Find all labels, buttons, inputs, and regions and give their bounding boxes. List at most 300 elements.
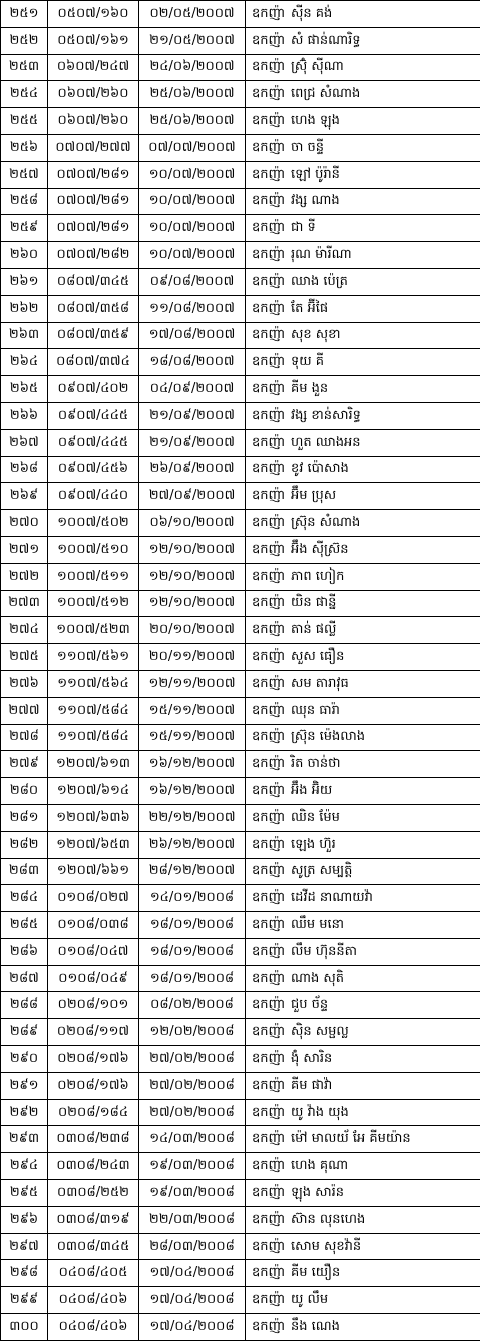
date-cell: ១២/១០/២០០៧ [139,590,246,617]
honorific-title: ឧកញ៉ា [252,1185,285,1200]
reference-number-cell: ០៦០៧/២៦០ [48,108,139,135]
name-cell [246,215,480,242]
reference-number-cell: ០៣០៨/២៤៣ [48,1153,139,1180]
row-number-cell: ២៩១ [1,1072,48,1099]
row-number-cell: ២៩៩ [1,1287,48,1314]
date-cell: ២៦/១២/២០០៧ [139,831,246,858]
reference-number-cell: ០៣០៨/២៥២ [48,1180,139,1207]
table-row [1,670,480,697]
name-cell [246,81,480,108]
person-name: សំ ផាន់ណារិទ្ធ [291,33,361,48]
person-name: យិន ផាន្នី [291,595,336,610]
reference-number-cell: ០២០៨/១៨៤ [48,1099,139,1126]
reference-number-cell: ១១០៧/៥៨៤ [48,697,139,724]
name-cell [246,295,480,322]
table-row [1,858,480,885]
person-name: ស៊ីន គង់ [291,6,332,21]
reference-number-cell: ០២០៨/១៧៦ [48,1072,139,1099]
person-name: ណាង សុតិ [291,971,344,986]
date-cell: ១២/១១/២០០៧ [139,670,246,697]
name-cell [246,697,480,724]
name-cell [246,1180,480,1207]
reference-number-cell: ០៨០៧/៣៥៨ [48,295,139,322]
date-cell: ២១/០៥/២០០៧ [139,27,246,54]
reference-number-cell: ០៧០៧/២៨១ [48,188,139,215]
person-name: ភាព ហៀក [291,569,344,584]
person-name: ស្រ៊ុំ ស៊ីណា [291,59,344,74]
name-cell [246,1126,480,1153]
name-cell [246,1072,480,1099]
honorific-title: ឧកញ៉ា [252,354,285,369]
reference-number-cell: ០៩០៧/៤៤៥ [48,429,139,456]
name-cell [246,376,480,403]
honorific-title: ឧកញ៉ា [252,6,285,21]
honorific-title: ឧកញ៉ា [252,649,285,664]
honorific-title: ឧកញ៉ា [252,461,285,476]
honorific-title: ឧកញ៉ា [252,890,285,905]
name-cell [246,188,480,215]
honorific-title: ឧកញ៉ា [252,1024,285,1039]
table-row [1,81,480,108]
person-name: នឹង ណេង [291,1319,340,1334]
table-row [1,1233,480,1260]
table-row [1,349,480,376]
row-number-cell: ២៧៦ [1,670,48,697]
row-number-cell: ២៩២ [1,1099,48,1126]
row-number-cell: ២៦៦ [1,402,48,429]
person-name: ម៉ៅ មាលយ័ អែ គីមយ៉ាន [291,1131,411,1146]
row-number-cell: ២៩៦ [1,1206,48,1233]
person-name: សោម សុខវ៉ានី [291,1239,361,1254]
table-row [1,1314,480,1341]
row-number-cell: ២៧៧ [1,697,48,724]
date-cell: ១៨/០៨/២០០៧ [139,349,246,376]
table-row [1,1,480,28]
row-number-cell: ២៥៨ [1,188,48,215]
person-name: ស៊ាន លុនហេង [291,1212,365,1227]
table-row [1,1206,480,1233]
table-row [1,268,480,295]
date-cell: ២៦/០៩/២០០៧ [139,456,246,483]
name-cell [246,885,480,912]
table-row [1,54,480,81]
row-number-cell: ២៦៣ [1,322,48,349]
honorific-title: ឧកញ៉ា [252,435,285,450]
person-name: រិត ចាន់ថា [291,756,341,771]
reference-number-cell: ០៧០៧/២៨១ [48,215,139,242]
registry-table-body [1,1,480,1341]
date-cell: ១០/០៧/២០០៧ [139,188,246,215]
name-cell [246,536,480,563]
row-number-cell: ២៥២ [1,27,48,54]
row-number-cell: ២៦៩ [1,483,48,510]
reference-number-cell: ០៨០៧/៣៤៥ [48,268,139,295]
table-row [1,483,480,510]
reference-number-cell: ០១០៨/០២៧ [48,885,139,912]
reference-number-cell: ១២០៧/៦៥៣ [48,831,139,858]
name-cell [246,563,480,590]
date-cell: ២៨/០៣/២០០៨ [139,1233,246,1260]
row-number-cell: ២៧៩ [1,751,48,778]
table-row [1,831,480,858]
table-row [1,429,480,456]
table-row [1,456,480,483]
person-name: ស៊ិន សម្ផល្ល [291,1024,349,1039]
row-number-cell: ២៦៨ [1,456,48,483]
date-cell: ០២/០៥/២០០៧ [139,1,246,28]
date-cell: ២១/០៩/២០០៧ [139,429,246,456]
name-cell [246,1046,480,1073]
name-cell [246,965,480,992]
person-name: ឈិន ម៉ែម [291,810,340,825]
reference-number-cell: ១២០៧/៦៣៦ [48,804,139,831]
person-name: វង្ស ណាង [291,193,340,208]
name-cell [246,644,480,671]
person-name: យូ វ៉ាង យុង [291,1105,349,1120]
person-name: តាន់ ផល្លី [291,622,336,637]
row-number-cell: ២៥១ [1,1,48,28]
name-cell [246,322,480,349]
name-cell [246,912,480,939]
reference-number-cell: ០៥០៧/១៦០ [48,1,139,28]
reference-number-cell: ០១០៨/០៤៩ [48,965,139,992]
date-cell: ២៥/០៦/២០០៧ [139,108,246,135]
row-number-cell: ២៦០ [1,242,48,269]
reference-number-cell: ០២០៨/១៧៦ [48,1046,139,1073]
row-number-cell: ២៨១ [1,804,48,831]
row-number-cell: ២៨៤ [1,885,48,912]
name-cell [246,858,480,885]
date-cell: ២៨/១២/២០០៧ [139,858,246,885]
name-cell [246,670,480,697]
row-number-cell: ២៧២ [1,563,48,590]
date-cell: ២៧/០២/២០០៨ [139,1099,246,1126]
date-cell: ០៨/០២/២០០៨ [139,992,246,1019]
reference-number-cell: ១០០៧/៥២៣ [48,617,139,644]
row-number-cell: ២៧១ [1,536,48,563]
person-name: ឈឹម មនោ [291,917,344,932]
table-row [1,644,480,671]
date-cell: ២៤/០៦/២០០៧ [139,54,246,81]
table-row [1,188,480,215]
row-number-cell: ២៨៣ [1,858,48,885]
table-row [1,161,480,188]
table-row [1,724,480,751]
date-cell: ១២/០២/២០០៨ [139,1019,246,1046]
table-row [1,1099,480,1126]
row-number-cell: ២៥៧ [1,161,48,188]
honorific-title: ឧកញ៉ា [252,381,285,396]
reference-number-cell: ០៤០៨/៤០៥ [48,1260,139,1287]
name-cell [246,1,480,28]
honorific-title: ឧកញ៉ា [252,1105,285,1120]
reference-number-cell: ០៦០៧/២៤៧ [48,54,139,81]
person-name: ហួត ឈាងអន [291,435,361,450]
reference-number-cell: ១១០៧/៥៦១ [48,644,139,671]
honorific-title: ឧកញ៉ា [252,595,285,610]
name-cell [246,617,480,644]
honorific-title: ឧកញ៉ា [252,193,285,208]
table-row [1,510,480,537]
table-row [1,1126,480,1153]
date-cell: ១៩/០៣/២០០៨ [139,1153,246,1180]
table-row [1,1072,480,1099]
date-cell: ១៥/១១/២០០៧ [139,724,246,751]
honorific-title: ឧកញ៉ា [252,113,285,128]
date-cell: ០៤/០៩/២០០៧ [139,376,246,403]
person-name: ឡេង ហ៊ួរ [291,837,336,852]
honorific-title: ឧកញ៉ា [252,167,285,182]
row-number-cell: ២៧០ [1,510,48,537]
row-number-cell: ២៨៦ [1,938,48,965]
date-cell: ១៩/០៣/២០០៨ [139,1180,246,1207]
row-number-cell: ២៥៣ [1,54,48,81]
date-cell: ១៥/១១/២០០៧ [139,697,246,724]
honorific-title: ឧកញ៉ា [252,542,285,557]
table-row [1,563,480,590]
honorific-title: ឧកញ៉ា [252,274,285,289]
date-cell: ១៨/០១/២០០៨ [139,965,246,992]
honorific-title: ឧកញ៉ា [252,140,285,155]
date-cell: ២០/១០/២០០៧ [139,617,246,644]
date-cell: ១២/១០/២០០៧ [139,563,246,590]
honorific-title: ឧកញ៉ា [252,729,285,744]
person-name: ហេង គុណា [291,1158,348,1173]
honorific-title: ឧកញ៉ា [252,1212,285,1227]
name-cell [246,938,480,965]
table-row [1,134,480,161]
row-number-cell: ២៩៨ [1,1260,48,1287]
table-row [1,1287,480,1314]
table-row [1,215,480,242]
table-row [1,242,480,269]
reference-number-cell: ០៦០៧/២៦០ [48,81,139,108]
date-cell: ២៥/០៦/២០០៧ [139,81,246,108]
reference-number-cell: ០៨០៧/៣៥៩ [48,322,139,349]
person-name: ហេង ឡុង [291,113,340,128]
person-name: ជួប ច័ន្ទ [291,997,328,1012]
reference-number-cell: ១២០៧/៦១៤ [48,778,139,805]
table-row [1,376,480,403]
name-cell [246,456,480,483]
name-cell [246,1153,480,1180]
table-row [1,1260,480,1287]
honorific-title: ឧកញ៉ា [252,86,285,101]
date-cell: ០៩/០៨/២០០៧ [139,268,246,295]
date-cell: ១៧/០៤/២០០៨ [139,1260,246,1287]
row-number-cell: ២៦៤ [1,349,48,376]
row-number-cell: ២៧៤ [1,617,48,644]
honorific-title: ឧកញ៉ា [252,515,285,530]
row-number-cell: ២៩៣ [1,1126,48,1153]
honorific-title: ឧកញ៉ា [252,703,285,718]
person-name: យូ លឹម [291,1292,328,1307]
person-name: អ៊ឹម ប្រុស [291,488,336,503]
reference-number-cell: ១១០៧/៥៦៤ [48,670,139,697]
person-name: ទុយ គី [291,354,324,369]
person-name: ស្រ៊ុន សំណាង [291,515,360,530]
table-row [1,751,480,778]
row-number-cell: ២៨៩ [1,1019,48,1046]
person-name: ខូវ ប៉ោសាង [291,461,349,476]
date-cell: ១០/០៧/២០០៧ [139,215,246,242]
honorific-title: ឧកញ៉ា [252,1265,285,1280]
name-cell [246,268,480,295]
row-number-cell: ២៥៤ [1,81,48,108]
row-number-cell: ២៧៣ [1,590,48,617]
honorific-title: ឧកញ៉ា [252,1292,285,1307]
honorific-title: ឧកញ៉ា [252,783,285,798]
table-row [1,295,480,322]
date-cell: ១៨/០១/២០០៨ [139,912,246,939]
date-cell: ១៦/១២/២០០៧ [139,751,246,778]
name-cell [246,831,480,858]
row-number-cell: ២៨៧ [1,965,48,992]
name-cell [246,134,480,161]
date-cell: ២៧/០២/២០០៨ [139,1046,246,1073]
honorific-title: ឧកញ៉ា [252,837,285,852]
table-row [1,1046,480,1073]
table-row [1,322,480,349]
reference-number-cell: ១១០៧/៥៨៤ [48,724,139,751]
person-name: ចា ចន្ទី [291,140,324,155]
date-cell: ១៨/០១/២០០៨ [139,938,246,965]
date-cell: ១៦/១២/២០០៧ [139,778,246,805]
table-row [1,778,480,805]
honorific-title: ឧកញ៉ា [252,1239,285,1254]
honorific-title: ឧកញ៉ា [252,59,285,74]
reference-number-cell: ០៨០៧/៣៧៤ [48,349,139,376]
person-name: ង៉ុំ សារិន [291,1051,332,1066]
row-number-cell: ២៩៧ [1,1233,48,1260]
name-cell [246,778,480,805]
table-row [1,938,480,965]
honorific-title: ឧកញ៉ា [252,488,285,503]
date-cell: ២២/១២/២០០៧ [139,804,246,831]
person-name: លឹម ហ៊ុននីតា [291,944,357,959]
person-name: អ៊ឹង អ៊ិយ [291,783,332,798]
date-cell: ១៧/០៤/២០០៨ [139,1314,246,1341]
date-cell: ១០/០៧/២០០៧ [139,242,246,269]
reference-number-cell: ០៧០៧/២៧៧ [48,134,139,161]
name-cell [246,992,480,1019]
reference-number-cell: ១០០៧/៥១០ [48,536,139,563]
date-cell: ០៦/១០/២០០៧ [139,510,246,537]
person-name: សួស ធឿន [291,649,344,664]
honorific-title: ឧកញ៉ា [252,569,285,584]
name-cell [246,751,480,778]
date-cell: ១៧/០៤/២០០៨ [139,1287,246,1314]
row-number-cell: ២៦៧ [1,429,48,456]
person-name: វង្ស ខាន់សារិទ្ធ [291,408,361,423]
honorific-title: ឧកញ៉ា [252,301,285,316]
table-row [1,402,480,429]
honorific-title: ឧកញ៉ា [252,944,285,959]
person-name: តែ អ៊ីផៃ [291,301,328,316]
person-name: គីម យឿន [291,1265,340,1280]
reference-number-cell: ១០០៧/៥១១ [48,563,139,590]
reference-number-cell: ០២០៨/១០១ [48,992,139,1019]
reference-number-cell: ០៤០៨/៤០៦ [48,1287,139,1314]
reference-number-cell: ០៤០៨/៤០៦ [48,1314,139,1341]
person-name: ឈុន ធារ៉ា [291,703,340,718]
person-name: សូត្រ សម្បត្តិ [291,863,352,878]
table-row [1,804,480,831]
table-row [1,965,480,992]
honorific-title: ឧកញ៉ា [252,1158,285,1173]
reference-number-cell: ១២០៧/៦៦១ [48,858,139,885]
date-cell: ២៧/០២/២០០៨ [139,1072,246,1099]
honorific-title: ឧកញ៉ា [252,756,285,771]
reference-number-cell: ០៩០៧/៤០២ [48,376,139,403]
name-cell [246,1260,480,1287]
honorific-title: ឧកញ៉ា [252,997,285,1012]
reference-number-cell: ០៩០៧/៤៤០ [48,483,139,510]
person-name: សម តារាវុធ [291,676,349,691]
table-row [1,1153,480,1180]
date-cell: ១៧/០៨/២០០៧ [139,322,246,349]
name-cell [246,402,480,429]
reference-number-cell: ០៧០៧/២៨២ [48,242,139,269]
row-number-cell: ២៨២ [1,831,48,858]
honorific-title: ឧកញ៉ា [252,1319,285,1334]
table-row [1,992,480,1019]
person-name: គីម ងួន [291,381,328,396]
name-cell [246,804,480,831]
date-cell: ២៧/០៩/២០០៧ [139,483,246,510]
person-name: ពេជ្រ សំណាង [291,86,360,101]
row-number-cell: ២៥៥ [1,108,48,135]
row-number-cell: ២៧៥ [1,644,48,671]
person-name: សុខ សុខា [291,327,341,342]
reference-number-cell: ០២០៨/១១៧ [48,1019,139,1046]
date-cell: ០៧/០៧/២០០៧ [139,134,246,161]
reference-number-cell: ០៣០៨/២៣៨ [48,1126,139,1153]
row-number-cell: ២៥៩ [1,215,48,242]
name-cell [246,724,480,751]
reference-number-cell: ០១០៨/០៤៧ [48,938,139,965]
person-name: ឡៅ ប៉ូរ៉ានី [291,167,340,182]
person-name: គីម ផាវ៉ា [291,1078,332,1093]
honorific-title: ឧកញ៉ា [252,863,285,878]
person-name: ស្រ៊ុន ម៉េងលាង [291,729,365,744]
row-number-cell: ២៦១ [1,268,48,295]
name-cell [246,483,480,510]
name-cell [246,1099,480,1126]
table-row [1,590,480,617]
person-name: រុណ ម៉ារីណា [291,247,352,262]
name-cell [246,429,480,456]
date-cell: ១០/០៧/២០០៧ [139,161,246,188]
name-cell [246,242,480,269]
table-row [1,536,480,563]
date-cell: ១១/០៨/២០០៧ [139,295,246,322]
name-cell [246,1314,480,1341]
name-cell [246,1233,480,1260]
honorific-title: ឧកញ៉ា [252,810,285,825]
row-number-cell: ២៩០ [1,1046,48,1073]
table-row [1,617,480,644]
name-cell [246,590,480,617]
name-cell [246,54,480,81]
row-number-cell: ៣០០ [1,1314,48,1341]
person-name: ឡុង សារ៉ន [291,1185,344,1200]
date-cell: ២២/០៣/២០០៨ [139,1206,246,1233]
table-row [1,1019,480,1046]
honorific-title: ឧកញ៉ា [252,408,285,423]
table-row [1,27,480,54]
honorific-title: ឧកញ៉ា [252,971,285,986]
